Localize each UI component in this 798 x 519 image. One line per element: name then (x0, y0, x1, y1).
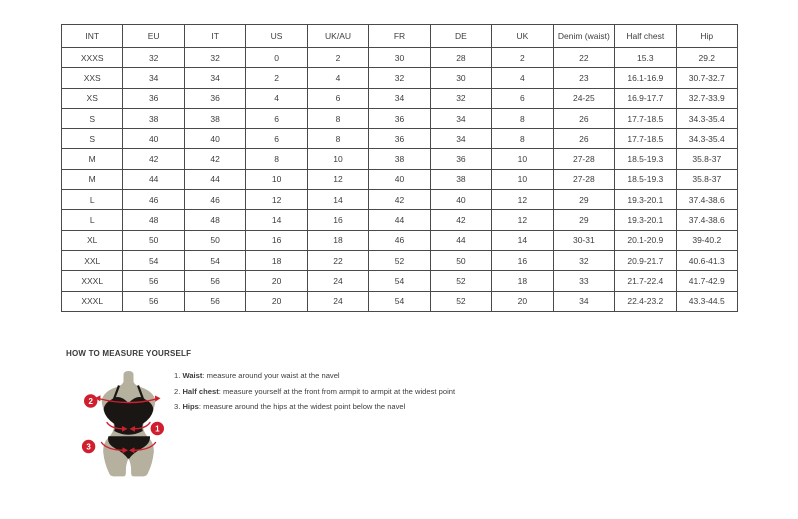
table-cell: 20.1-20.9 (615, 230, 676, 250)
marker-number-hips: 3 (86, 442, 91, 452)
table-cell: 41.7-42.9 (676, 271, 737, 291)
table-cell: 18 (246, 250, 307, 270)
column-header: DE (430, 25, 491, 48)
table-cell: 6 (492, 88, 553, 108)
table-cell: 34.3-35.4 (676, 108, 737, 128)
table-row (62, 291, 738, 311)
step-number: 3. (174, 402, 183, 412)
measure-steps (174, 371, 534, 418)
table-cell: 36 (430, 149, 491, 169)
table-cell: 0 (246, 48, 307, 68)
table-cell: 34 (369, 88, 430, 108)
table-cell: 40 (184, 129, 245, 149)
size-table-head (62, 25, 738, 48)
measure-step (174, 387, 534, 396)
table-cell: 14 (246, 210, 307, 230)
table-cell: 24-25 (553, 88, 614, 108)
table-cell: 34.3-35.4 (676, 129, 737, 149)
step-text: : measure yourself at the front from armpit to armpit at the widest point (218, 386, 456, 396)
table-cell: 30.7-32.7 (676, 68, 737, 88)
measure-step (174, 402, 534, 411)
table-cell: 56 (123, 271, 184, 291)
table-cell: 36 (184, 88, 245, 108)
table-row (62, 88, 738, 108)
table-cell: 8 (307, 108, 368, 128)
table-cell: 28 (430, 48, 491, 68)
table-row (62, 108, 738, 128)
table-cell: 52 (369, 250, 430, 270)
table-cell: 17.7-18.5 (615, 108, 676, 128)
table-cell: 22 (553, 48, 614, 68)
table-cell: 30-31 (553, 230, 614, 250)
table-cell: 32 (369, 68, 430, 88)
column-header: Half chest (615, 25, 676, 48)
table-cell: 46 (184, 190, 245, 210)
size-chart-table (61, 24, 738, 312)
table-cell: 38 (184, 108, 245, 128)
table-cell: 52 (430, 271, 491, 291)
mannequin-illustration-icon (80, 365, 170, 483)
table-cell: 10 (492, 149, 553, 169)
table-cell: XXXS (62, 48, 123, 68)
table-cell: 20 (246, 271, 307, 291)
step-text: : measure around your waist at the navel (202, 371, 340, 380)
table-cell: 16 (307, 210, 368, 230)
table-cell: 8 (307, 129, 368, 149)
step-label: Hips (182, 402, 199, 412)
table-cell: 34 (430, 108, 491, 128)
table-cell: 46 (369, 230, 430, 250)
step-label: Half chest (182, 386, 219, 396)
table-cell: 42 (430, 210, 491, 230)
table-cell: 40 (369, 169, 430, 189)
table-cell: 38 (123, 108, 184, 128)
table-cell: 8 (492, 108, 553, 128)
table-cell: 40 (123, 129, 184, 149)
column-header: US (246, 25, 307, 48)
table-cell: 8 (492, 129, 553, 149)
table-cell: S (62, 129, 123, 149)
column-header: FR (369, 25, 430, 48)
table-cell: 34 (184, 68, 245, 88)
table-cell: M (62, 149, 123, 169)
column-header: Hip (676, 25, 737, 48)
table-cell: 37.4-38.6 (676, 190, 737, 210)
table-cell: 26 (553, 129, 614, 149)
step-label: Waist (182, 371, 203, 380)
table-cell: 16.1-16.9 (615, 68, 676, 88)
table-cell: 20 (492, 291, 553, 311)
table-cell: 24 (307, 291, 368, 311)
marker-number-waist: 1 (155, 424, 160, 434)
table-row (62, 169, 738, 189)
table-cell: 42 (184, 149, 245, 169)
table-cell: 39-40.2 (676, 230, 737, 250)
table-row (62, 68, 738, 88)
column-header: EU (123, 25, 184, 48)
table-cell: 19.3-20.1 (615, 210, 676, 230)
table-cell: M (62, 169, 123, 189)
table-cell: 29 (553, 210, 614, 230)
table-cell: 34 (553, 291, 614, 311)
table-cell: 35.8-37 (676, 149, 737, 169)
table-cell: 19.3-20.1 (615, 190, 676, 210)
table-cell: 17.7-18.5 (615, 129, 676, 149)
table-cell: 37.4-38.6 (676, 210, 737, 230)
table-cell: 12 (492, 210, 553, 230)
measure-figure (80, 365, 170, 483)
table-cell: 22 (307, 250, 368, 270)
table-cell: 35.8-37 (676, 169, 737, 189)
table-cell: 52 (430, 291, 491, 311)
table-cell: 21.7-22.4 (615, 271, 676, 291)
column-header: INT (62, 25, 123, 48)
table-cell: 32 (553, 250, 614, 270)
step-number: 2. (174, 386, 183, 396)
measure-section-title: HOW TO MEASURE YOURSELF (66, 349, 192, 358)
table-cell: 34 (123, 68, 184, 88)
table-cell: 32.7-33.9 (676, 88, 737, 108)
table-cell: 22.4-23.2 (615, 291, 676, 311)
measure-step (174, 371, 534, 380)
table-cell: 32 (123, 48, 184, 68)
table-cell: 43.3-44.5 (676, 291, 737, 311)
size-table-body (62, 48, 738, 312)
table-row (62, 190, 738, 210)
table-cell: 50 (184, 230, 245, 250)
table-row (62, 230, 738, 250)
table-cell: 16 (246, 230, 307, 250)
table-cell: XXS (62, 68, 123, 88)
table-cell: 36 (123, 88, 184, 108)
table-cell: 44 (123, 169, 184, 189)
table-cell: 48 (123, 210, 184, 230)
table-cell: 56 (184, 291, 245, 311)
table-cell: 27-28 (553, 169, 614, 189)
table-cell: 42 (123, 149, 184, 169)
table-cell: 6 (246, 108, 307, 128)
table-cell: 32 (184, 48, 245, 68)
table-cell: 4 (492, 68, 553, 88)
table-cell: 44 (369, 210, 430, 230)
table-row (62, 149, 738, 169)
table-cell: 48 (184, 210, 245, 230)
table-cell: 38 (430, 169, 491, 189)
table-cell: L (62, 210, 123, 230)
table-cell: L (62, 190, 123, 210)
table-cell: 54 (123, 250, 184, 270)
table-cell: 12 (246, 190, 307, 210)
table-cell: 20.9-21.7 (615, 250, 676, 270)
table-cell: 4 (307, 68, 368, 88)
marker-number-half-chest: 2 (88, 397, 93, 406)
table-cell: 38 (369, 149, 430, 169)
table-cell: 30 (430, 68, 491, 88)
table-cell: 36 (369, 108, 430, 128)
table-row (62, 129, 738, 149)
table-cell: 12 (307, 169, 368, 189)
table-cell: 34 (430, 129, 491, 149)
table-cell: XXXL (62, 271, 123, 291)
column-header: IT (184, 25, 245, 48)
table-cell: 40 (430, 190, 491, 210)
table-row (62, 48, 738, 68)
table-cell: 2 (492, 48, 553, 68)
table-cell: 29.2 (676, 48, 737, 68)
table-cell: 44 (184, 169, 245, 189)
table-cell: 30 (369, 48, 430, 68)
table-cell: 50 (123, 230, 184, 250)
table-cell: 36 (369, 129, 430, 149)
table-cell: 4 (246, 88, 307, 108)
table-cell: 6 (246, 129, 307, 149)
table-cell: 56 (184, 271, 245, 291)
step-number: 1. (174, 371, 183, 380)
table-cell: 16 (492, 250, 553, 270)
table-cell: XXXL (62, 291, 123, 311)
table-cell: 24 (307, 271, 368, 291)
table-cell: 42 (369, 190, 430, 210)
table-cell: 16.9-17.7 (615, 88, 676, 108)
column-header: UK/AU (307, 25, 368, 48)
table-cell: 18 (307, 230, 368, 250)
table-cell: 14 (492, 230, 553, 250)
table-cell: 2 (307, 48, 368, 68)
step-text: : measure around the hips at the widest point below the navel (198, 402, 406, 412)
table-cell: 14 (307, 190, 368, 210)
table-cell: 40.6-41.3 (676, 250, 737, 270)
table-cell: 20 (246, 291, 307, 311)
column-header: UK (492, 25, 553, 48)
table-cell: 54 (369, 291, 430, 311)
table-cell: 27-28 (553, 149, 614, 169)
table-row (62, 271, 738, 291)
table-cell: XL (62, 230, 123, 250)
size-table-header-row (62, 25, 738, 48)
table-cell: 46 (123, 190, 184, 210)
table-row (62, 250, 738, 270)
table-cell: XS (62, 88, 123, 108)
table-cell: S (62, 108, 123, 128)
table-cell: XXL (62, 250, 123, 270)
table-cell: 18.5-19.3 (615, 169, 676, 189)
table-cell: 6 (307, 88, 368, 108)
table-cell: 23 (553, 68, 614, 88)
table-cell: 18 (492, 271, 553, 291)
table-cell: 8 (246, 149, 307, 169)
table-cell: 50 (430, 250, 491, 270)
table-cell: 32 (430, 88, 491, 108)
table-cell: 26 (553, 108, 614, 128)
table-cell: 44 (430, 230, 491, 250)
table-cell: 18.5-19.3 (615, 149, 676, 169)
chest-arrowhead-right (155, 396, 161, 402)
table-cell: 10 (307, 149, 368, 169)
table-cell: 10 (246, 169, 307, 189)
table-cell: 54 (369, 271, 430, 291)
table-cell: 2 (246, 68, 307, 88)
table-row (62, 210, 738, 230)
table-cell: 54 (184, 250, 245, 270)
table-cell: 33 (553, 271, 614, 291)
table-cell: 10 (492, 169, 553, 189)
table-cell: 29 (553, 190, 614, 210)
table-cell: 12 (492, 190, 553, 210)
column-header: Denim (waist) (553, 25, 614, 48)
table-cell: 56 (123, 291, 184, 311)
table-cell: 15.3 (615, 48, 676, 68)
